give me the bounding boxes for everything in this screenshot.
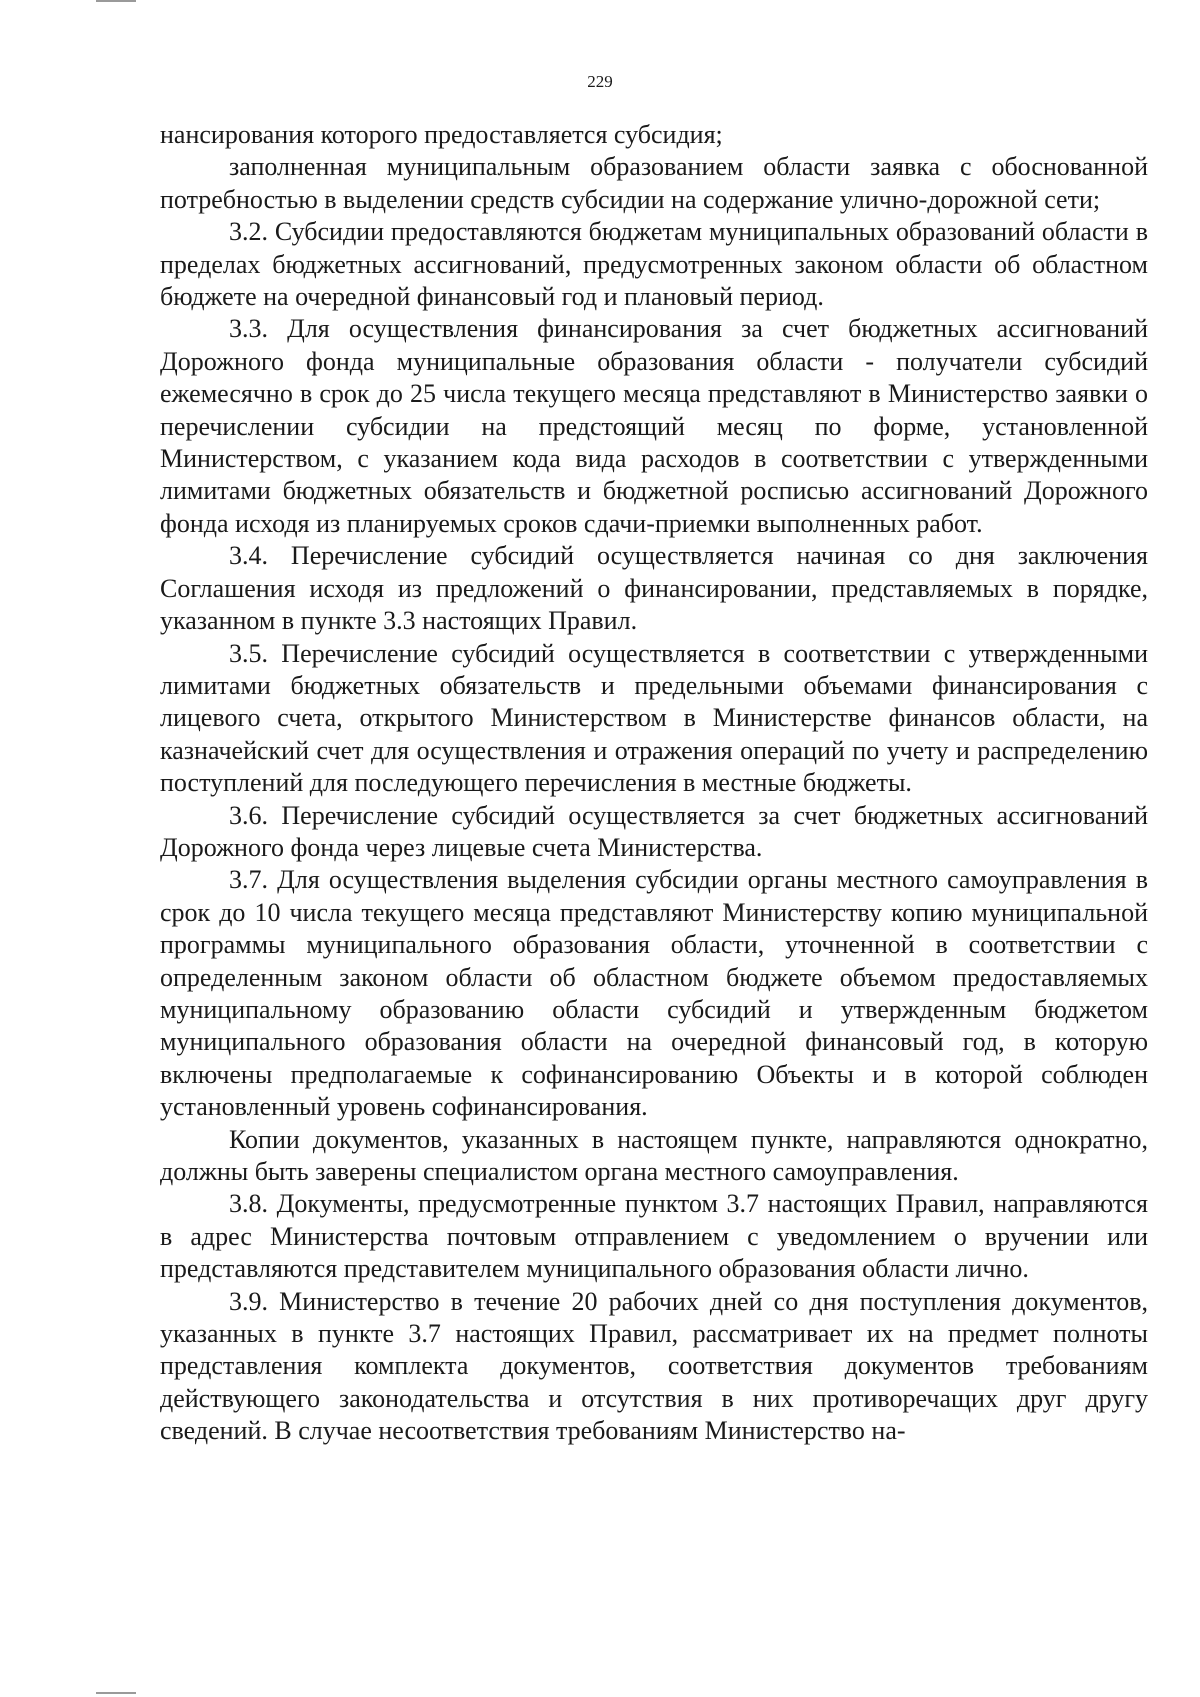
- scan-artifact-bottom: [96, 1692, 136, 1694]
- paragraph: 3.4. Перечисление субсидий осуществляется начиная со дня заключения Соглашения исходя из предложений о финансировании, представляемых в порядке, указанном в пункте 3.3 настоящих Правил.: [160, 541, 1148, 636]
- paragraph: 3.2. Субсидии предоставляются бюджетам муниципальных образований области в пределах бюджетных ассигнований, предусмотренных законом области об областном бюджете на очередной финансовый год и плановый период.: [160, 217, 1148, 312]
- document-body: [160, 119, 1148, 1448]
- paragraph: 3.5. Перечисление субсидий осуществляется в соответствии с утвержденными лимитами бюджетных обязательств и предельными объемами финансирования с лицевого счета, открытого Министерством в Министерстве финансов области, на казначейский счет для осуществления и отражения операций по учету и распределению поступлений для последующего перечисления в местные бюджеты.: [160, 638, 1148, 798]
- scan-artifact-top: [96, 0, 136, 2]
- paragraph: 3.3. Для осуществления финансирования за счет бюджетных ассигнований Дорожного фонда муниципальные образования области - получатели субсидий ежемесячно в срок до 25 числа текущего месяца представляют в Министерство заявки о перечислении субсидии на предстоящий месяц по форме, установленной Министерством, с указанием кода вида расходов в соответствии с утвержденными лимитами бюджетных обязательств и бюджетной росписью ассигнований Дорожного фонда исходя из планируемых сроков сдачи-приемки выполненных работ.: [160, 314, 1148, 538]
- paragraph: заполненная муниципальным образованием области заявка с обоснованной потребностью в выделении средств субсидии на содержание улично-дорожной сети;: [160, 152, 1148, 214]
- paragraph: 3.9. Министерство в течение 20 рабочих дней со дня поступления документов, указанных в пункте 3.7 настоящих Правил, рассматривает их на предмет полноты представления комплекта документов, соответствия документов требованиям действующего законодательства и отсутствия в них противоречащих друг другу сведений. В случае несоответствия требованиям Министерство на-: [160, 1286, 1148, 1446]
- paragraph: нансирования которого предоставляется субсидия;: [160, 120, 723, 149]
- page-number: 229: [587, 72, 613, 91]
- paragraph: Копии документов, указанных в настоящем пункте, направляются однократно, должны быть заверены специалистом органа местного самоуправления.: [160, 1124, 1148, 1186]
- paragraph: 3.8. Документы, предусмотренные пунктом 3.7 настоящих Правил, направляются в адрес Министерства почтовым отправлением с уведомлением о вручении или представляются представителем муниципального образования области лично.: [160, 1189, 1148, 1284]
- paragraph: 3.7. Для осуществления выделения субсидии органы местного самоуправления в срок до 10 числа текущего месяца представляют Министерству копию муниципальной программы муниципального образования области, уточненной в соответствии с определенным законом области об областном бюджете объемом предоставляемых муниципальному образованию области субсидий и утвержденным бюджетом муниципального образования области на очередной финансовый год, в которую включены предполагаемые к софинансированию Объекты и в которой соблюден установленный уровень софинансирования.: [160, 865, 1148, 1122]
- paragraph: 3.6. Перечисление субсидий осуществляется за счет бюджетных ассигнований Дорожного фонда через лицевые счета Министерства.: [160, 800, 1148, 862]
